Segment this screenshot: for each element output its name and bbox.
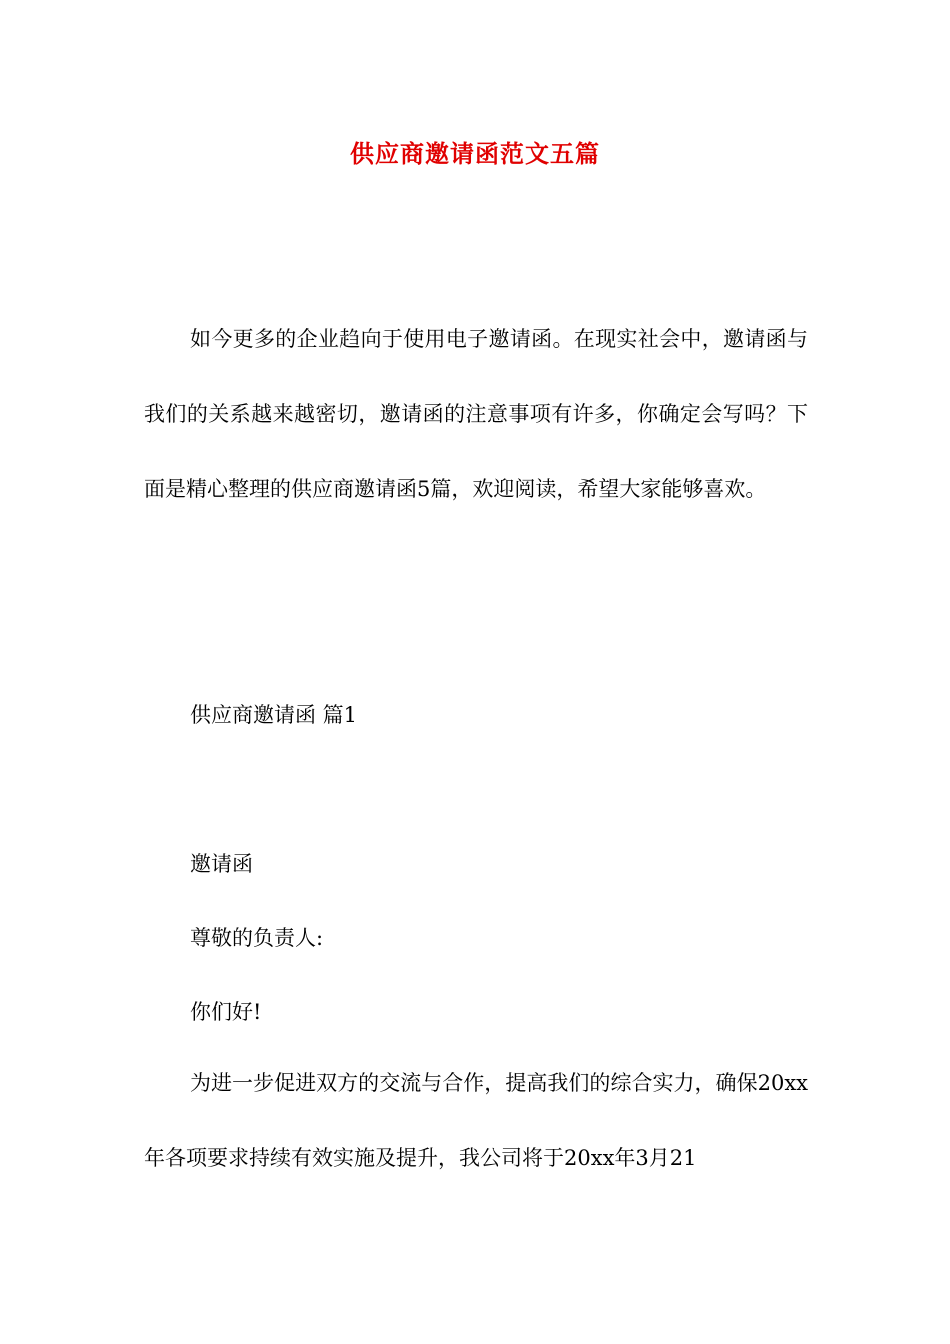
section-heading: 供应商邀请函 篇1 (190, 703, 358, 727)
letter-title: 邀请函 (190, 852, 253, 876)
salutation: 尊敬的负责人: (190, 926, 324, 950)
intro-paragraph: 如今更多的企业趋向于使用电子邀请函。在现实社会中，邀请函与我们的关系越来越密切，邀请函的注意事项有许多，你确定会写吗？下面是精心整理的供应商邀请函5篇，欢迎阅读，希望大家能够喜欢。 (144, 327, 808, 501)
greeting: 你们好! (190, 1000, 262, 1024)
body-paragraph: 为进一步促进双方的交流与合作，提高我们的综合实力，确保20xx年各项要求持续有效实施及提升，我公司将于20xx年3月21 (144, 1071, 808, 1170)
document-title: 供应商邀请函范文五篇 (350, 140, 600, 168)
